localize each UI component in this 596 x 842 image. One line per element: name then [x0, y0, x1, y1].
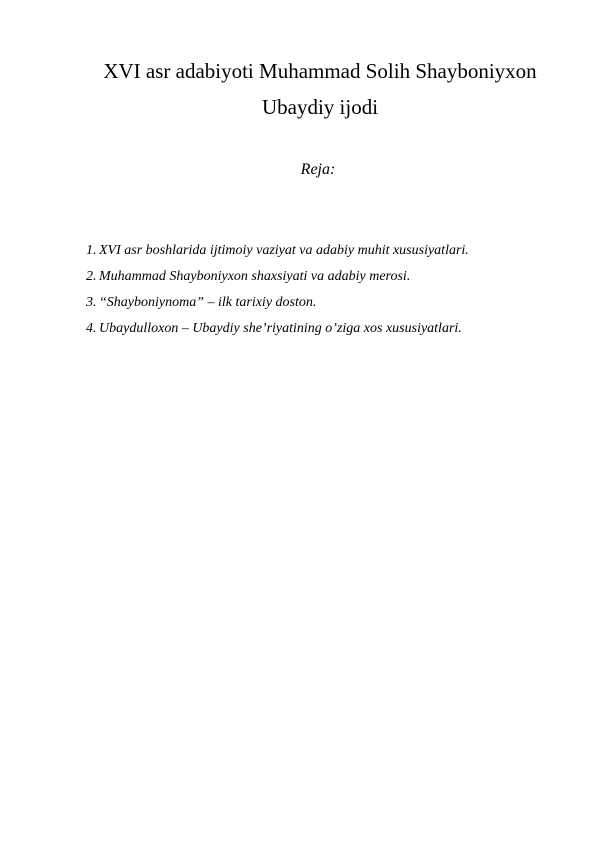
plan-item-number: 3. — [86, 295, 97, 310]
plan-item-number: 4. — [86, 321, 97, 336]
plan-item-2 — [86, 268, 469, 285]
plan-item-3 — [86, 294, 469, 311]
plan-item-text: “Shayboniynoma” – ilk tarixiy doston. — [99, 295, 317, 310]
plan-item-text: XVI asr boshlarida ijtimoiy vaziyat va adabiy muhit xususiyatlari. — [99, 243, 469, 258]
plan-item-text: Muhammad Shayboniyxon shaxsiyati va adabiy merosi. — [99, 269, 411, 284]
plan-item-1 — [86, 242, 469, 259]
document-title-line-2: Ubaydiy ijodi — [261, 95, 379, 119]
plan-item-text: Ubaydulloxon – Ubaydiy she’riyatining o’ziga xos xususiyatlari. — [99, 321, 462, 336]
plan-list — [86, 242, 469, 346]
plan-item-4 — [86, 320, 469, 337]
plan-heading: Reja: — [300, 161, 336, 178]
document-title-line-1: XVI asr adabiyoti Muhammad Solih Shayboniyxon — [103, 59, 537, 83]
plan-item-number: 2. — [86, 269, 97, 284]
plan-item-number: 1. — [86, 243, 97, 258]
